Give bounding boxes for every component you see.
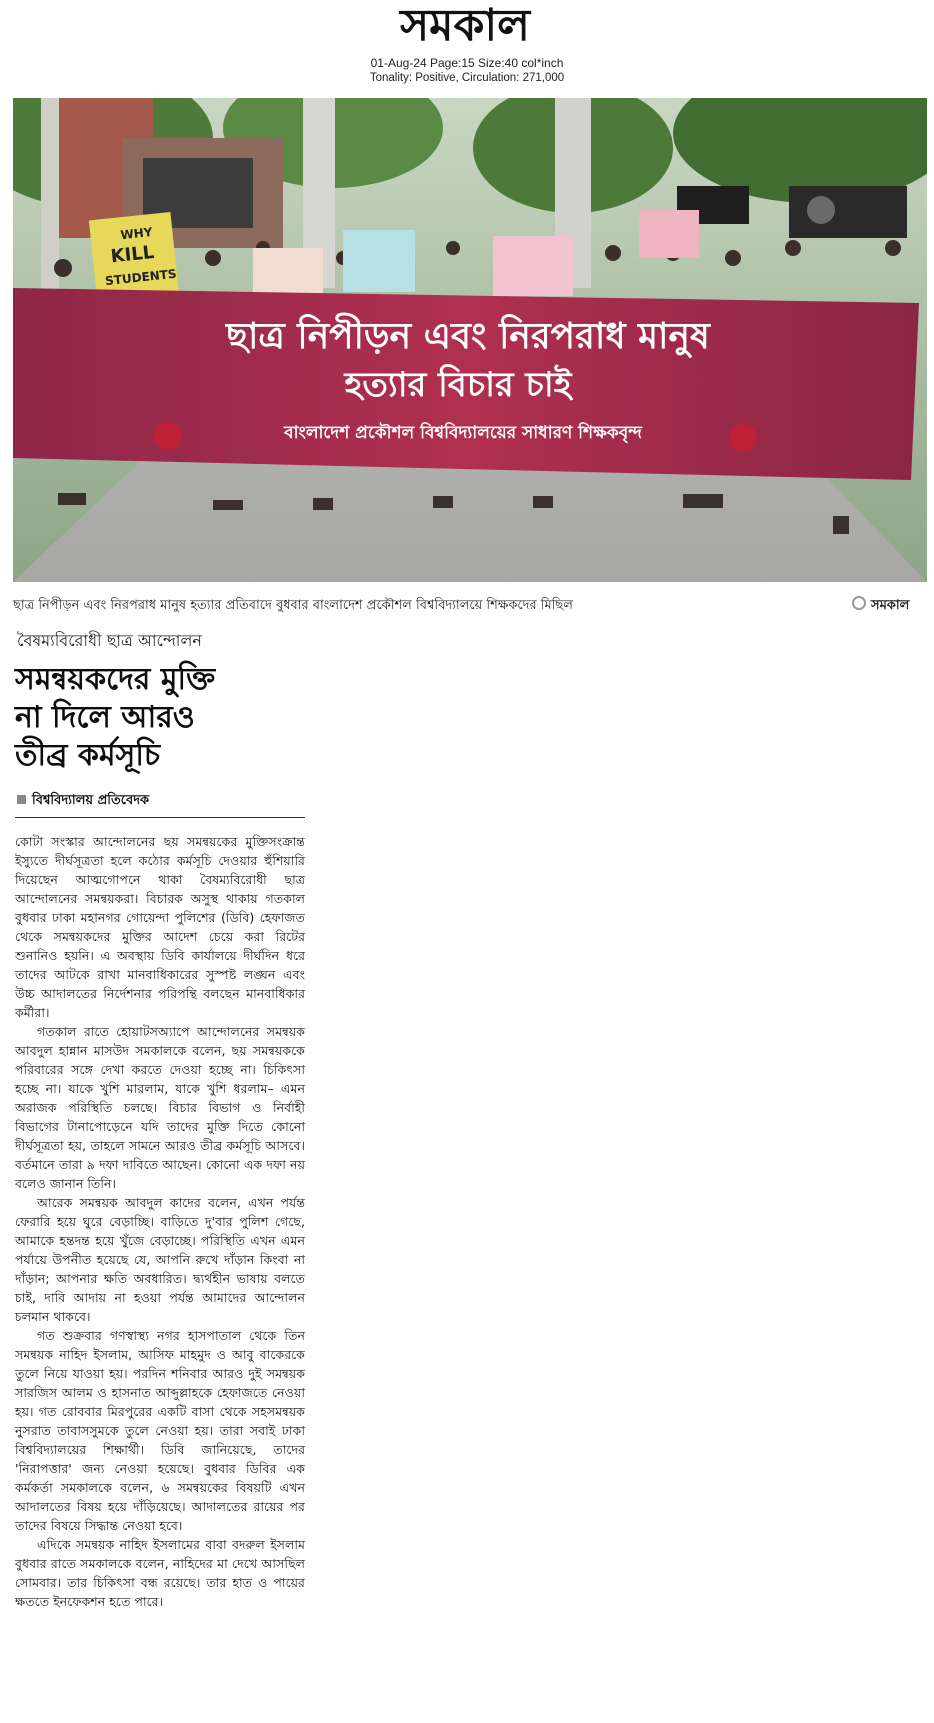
news-photo	[13, 98, 927, 582]
paragraph-3: আরেক সমন্বয়ক আবদুল কাদের বলেন, এখন পর্যন্ত ফেরারি হয়ে ঘুরে বেড়াচ্ছি। বাড়িতে দু'বার পুলিশ গেছে, আমাকে হন্তদন্ত হয়ে খুঁজে বেড়াচ্ছে। পরিস্থিতি এখন এমন পর্যায়ে উপনীত হয়েছে যে, আপনি রুখে দাঁড়ান কিংবা না দাঁড়ান; আপনার ক্ষতি অবধারিত। দ্ব্যর্থহীন ভাষায় বলতে চাই, দাবি আদায় না হওয়া পর্যন্ত আমাদের আন্দোলন চলমান থাকবে।	[15, 1195, 305, 1324]
headline-line-1: সমন্বয়কদের মুক্তি	[15, 662, 216, 697]
byline-square-icon	[17, 795, 26, 804]
placard-text-2: KILL	[109, 241, 156, 268]
placard-text-1: WHY	[119, 224, 154, 243]
photo-caption: ছাত্র নিপীড়ন এবং নিরপরাধ মানুষ হত্যার প্রতিবাদে বুধবার বাংলাদেশ প্রকৌশল বিশ্ববিদ্যালয়ে শিক্ষকদের মিছিল	[13, 598, 573, 613]
paragraph-2: গতকাল রাতে হোয়াটসঅ্যাপে আন্দোলনের সমন্বয়ক আবদুল হান্নান মাসউদ সমকালকে বলেন, ছয় সমন্বয়ককে পরিবারের সঙ্গে দেখা করতে দেওয়া হচ্ছে না। চিকিৎসা হচ্ছে না। যাকে খুশি মারলাম, যাকে খুশি ধরলাম– এমন অরাজক পরিস্থিতি চলছে। বিচার বিভাগ ও নির্বাহী বিভাগের টানাপোড়েনে যদি তাদের মুক্তি দিতে কোনো দীর্ঘসূত্রতা হয়, তাহলে সামনে আরও তীব্র কর্মসূচি আসবে। বর্তমানে তারা ৯ দফা দাবিতে আছেন। কোনো এক দফা নয় বলেও জানান তিনি।	[15, 1024, 305, 1191]
paragraph-4: গত শুক্রবার গণস্বাস্থ্য নগর হাসপাতাল থেকে তিন সমন্বয়ক নাহিদ ইসলাম, আসিফ মাহমুদ ও আবু বাকেরকে তুলে নিয়ে যাওয়া হয়। পরদিন শনিবার আরও দুই সমন্বয়ক সারজিস আলম ও হাসনাত আব্দুল্লাহকে হেফাজতে নেওয়া হয়। গত রোববার মিরপুরের একটি বাসা থেকে সহসমন্বয়ক নুসরাত তাবাসসুমকে তুলে নেওয়া হয়। তারা সবাই ঢাকা বিশ্ববিদ্যালয়ের শিক্ষার্থী। ডিবি জানিয়েছে, তাদের 'নিরাপত্তার' জন্য নেওয়া হয়েছে। বুধবার ডিবির এক কর্মকর্তা সমকালকে বলেন, ৬ সমন্বয়কের বিষয়টি এখন আদালতের বিষয় হয়ে দাঁড়িয়েছে। আদালতের রায়ের পর তাদের বিষয়ে সিদ্ধান্ত নেওয়া হবে।	[15, 1328, 305, 1533]
clipping-meta: 01-Aug-24 Page:15 Size:40 col*inch	[370, 56, 564, 70]
headline-line-2: না দিলে আরও	[15, 700, 195, 735]
article-headline	[15, 661, 305, 775]
paragraph-5: এদিকে সমন্বয়ক নাহিদ ইসলামের বাবা বদরুল ইসলাম বুধবার রাতে সমকালকে বলেন, নাহিদের মা দেখে আসছিল সোমবার। তার চিকিৎসা বন্ধ রয়েছে। তার হাত ও পায়ের ক্ষততে ইনফেকশন হতে পারে।	[15, 1537, 305, 1609]
procession-photo-illustration	[13, 98, 927, 582]
photo-credit-label: সমকাল	[871, 598, 910, 613]
samakal-logo	[330, 2, 600, 50]
paragraph-1: কোটা সংস্কার আন্দোলনের ছয় সমন্বয়কের মুক্তিসংক্রান্ত ইস্যুতে দীর্ঘসূত্রতা হলে কঠোর কর্মসূচি দেওয়ার হুঁশিয়ারি দিয়েছেন আত্মগোপনে থাকা বৈষম্যবিরোধী ছাত্র আন্দোলনের সমন্বয়করা। বিচারক অসুস্থ থাকায় গতকাল বুধবার ঢাকা মহানগর গোয়েন্দা পুলিশের (ডিবি) হেফাজত থেকে সমন্বয়কদের মুক্তির আদেশ চেয়ে করা রিটের শুনানিও হয়নি। এ অবস্থায় ডিবি কার্যালয়ে দীর্ঘদিন ধরে তাদের আটকে রাখা মানবাধিকারের সুস্পষ্ট লঙ্ঘন এবং উচ্চ আদালতের নির্দেশনার পরিপন্থি বলছেন মানবাধিকার কর্মীরা।	[15, 834, 305, 1020]
article	[15, 628, 305, 1611]
article-kicker: বৈষম্যবিরোধী ছাত্র আন্দোলন	[17, 631, 202, 650]
clipping-tonality: Tonality: Positive, Circulation: 271,000	[369, 72, 565, 84]
article-body	[15, 832, 305, 1611]
camera-icon	[852, 596, 866, 610]
article-byline	[15, 787, 305, 818]
banner-line-2: হত্যার বিচার চাই	[344, 365, 572, 405]
byline-text: বিশ্ববিদ্যালয় প্রতিবেদক	[32, 793, 150, 808]
masthead	[0, 0, 934, 92]
photo-credit	[852, 596, 909, 617]
headline-line-3: তীব্র কর্মসূচি	[15, 738, 161, 773]
banner-line-1: ছাত্র নিপীড়ন এবং নিরপরাধ মানুষ	[226, 316, 710, 357]
logo-text: সমকাল	[400, 2, 530, 50]
banner-subline: বাংলাদেশ প্রকৌশল বিশ্ববিদ্যালয়ের সাধারণ শিক্ষকবৃন্দ	[284, 423, 642, 443]
placard-text-3: STUDENTS	[104, 266, 178, 289]
